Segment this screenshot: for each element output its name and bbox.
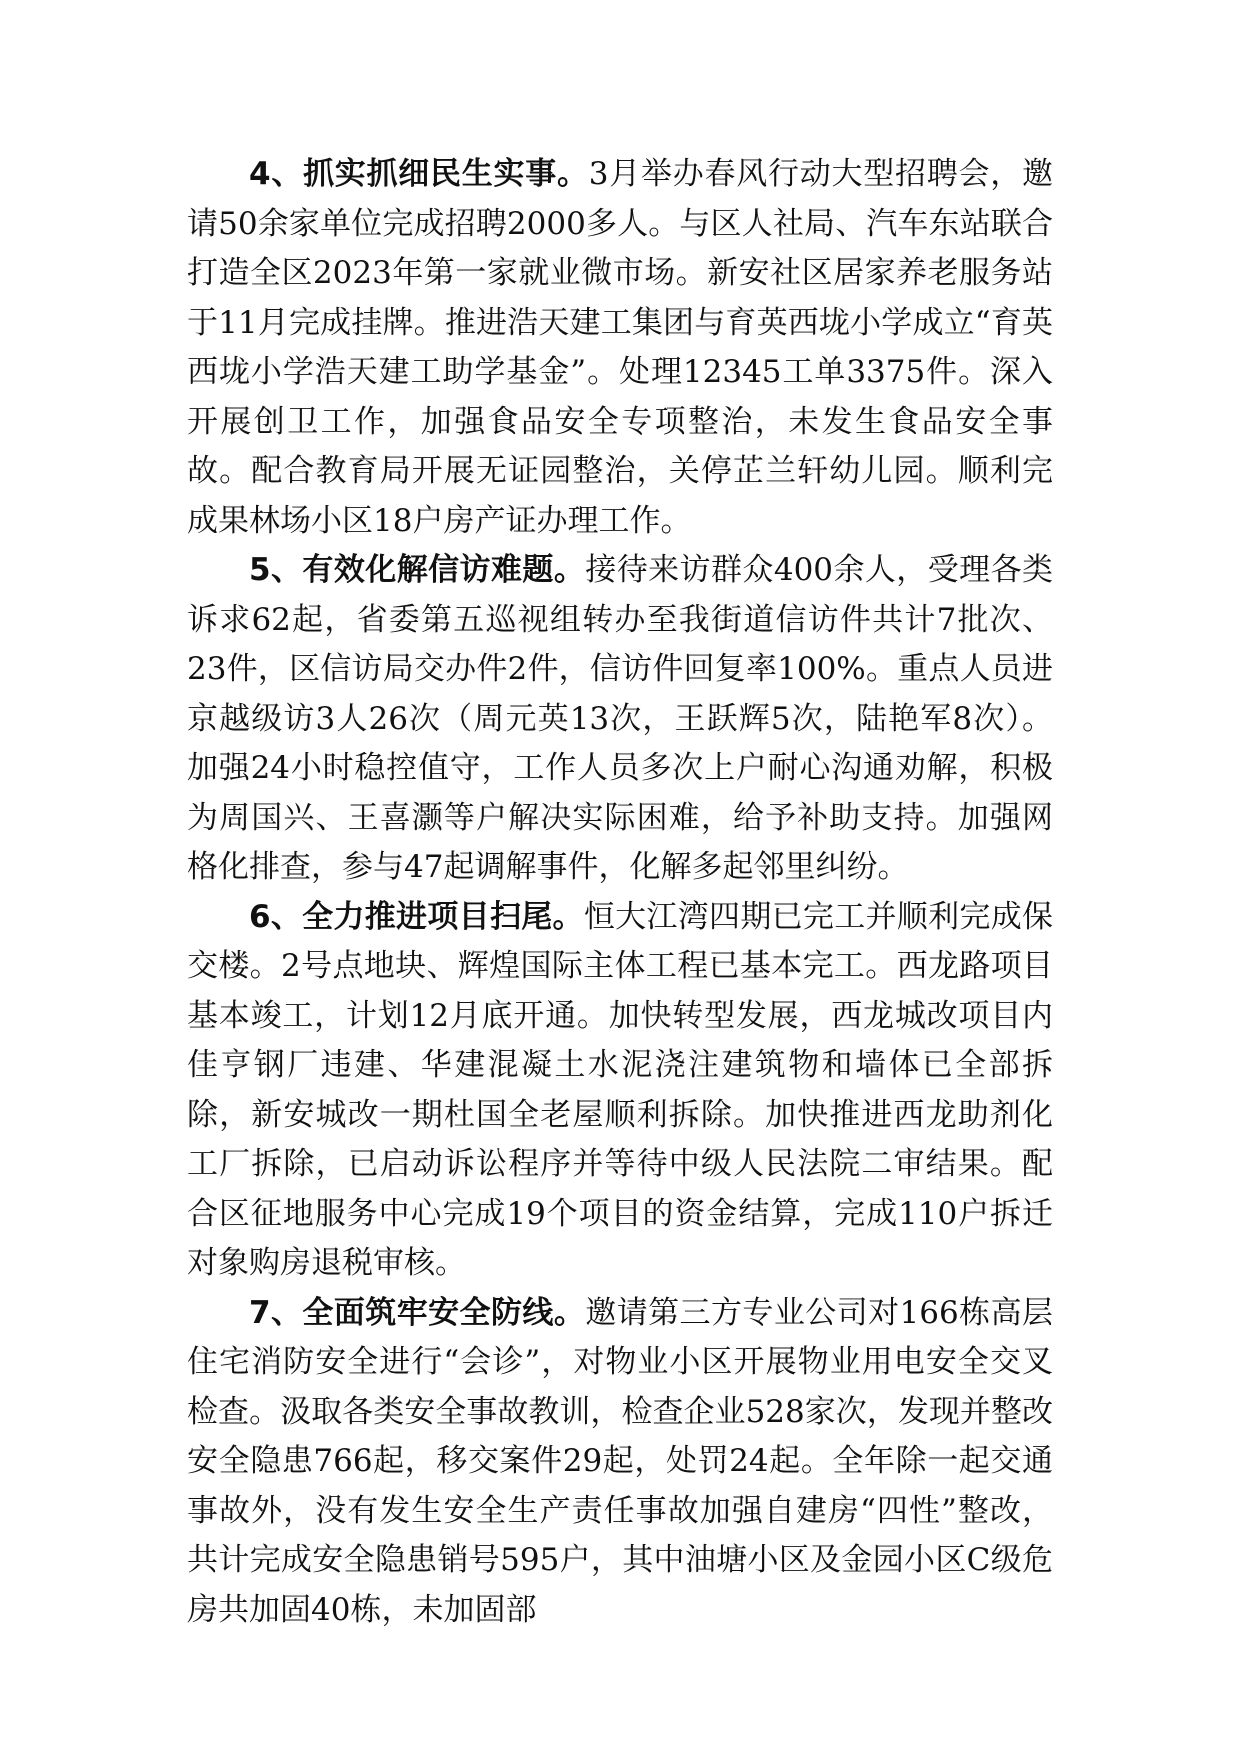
paragraph-heading: 5、有效化解信访难题。 [249,552,586,588]
paragraph-body: 恒大江湾四期已完工并顺利完成保交楼。2号点地块、辉煌国际主体工程已基本完工。西龙路项目基本竣工，计划12月底开通。加快转型发展，西龙城改项目内佳亨钢厂违建、华建混凝土水泥浇注建筑物和墙体已全部拆除，新安城改一期杜国全老屋顺利拆除。加快推进西龙助剂化工厂拆除，已启动诉讼程序并等待中级人民法院二审结果。配合区征地服务中心完成19个项目的资金结算，完成110户拆迁对象购房退税审核。 [187,898,1053,1281]
paragraph-safety [187,1289,1053,1636]
document-page [187,150,1053,1635]
paragraph-heading: 6、全力推进项目扫尾。 [249,898,584,935]
paragraph-heading: 4、抓实抓细民生实事。 [249,156,589,192]
paragraph-projects [187,893,1053,1289]
paragraph-body: 邀请第三方专业公司对166栋高层住宅消防安全进行“会诊”，对物业小区开展物业用电安全交叉检查。汲取各类安全事故教训，检查企业528家次，发现并整改安全隐患766起，移交案件29起，处罚24起。全年除一起交通事故外，没有发生安全生产责任事故加强自建房“四性”整改，共计完成安全隐患销号595户，其中油塘小区及金园小区C级危房共加固40栋，未加固部 [187,1294,1054,1628]
paragraph-heading: 7、全面筑牢安全防线。 [249,1294,586,1331]
paragraph-livelihood [187,150,1053,546]
paragraph-body: 接待来访群众400余人，受理各类诉求62起，省委第五巡视组转办至我街道信访件共计7批次、23件，区信访局交办件2件，信访件回复率100%。重点人员进京越级访3人26次（周元英13次，王跃辉5次，陆艳军8次）。加强24小时稳控值守，工作人员多次上户耐心沟通劝解，积极为周国兴、王喜灏等户解决实际困难，给予补助支持。加强网格化排查，参与47起调解事件，化解多起邻里纠纷。 [187,552,1054,885]
paragraph-body: 3月举办春风行动大型招聘会，邀请50余家单位完成招聘2000多人。与区人社局、汽车东站联合打造全区2023年第一家就业微市场。新安社区居家养老服务站于11月完成挂牌。推进浩天建工集团与育英西垅小学成立“育英西垅小学浩天建工助学基金”。处理12345工单3375件。深入开展创卫工作，加强食品安全专项整治，未发生食品安全事故。配合教育局开展无证园整治，关停芷兰轩幼儿园。顺利完成果林场小区18户房产证办理工作。 [187,156,1053,539]
paragraph-petitions [187,546,1053,893]
